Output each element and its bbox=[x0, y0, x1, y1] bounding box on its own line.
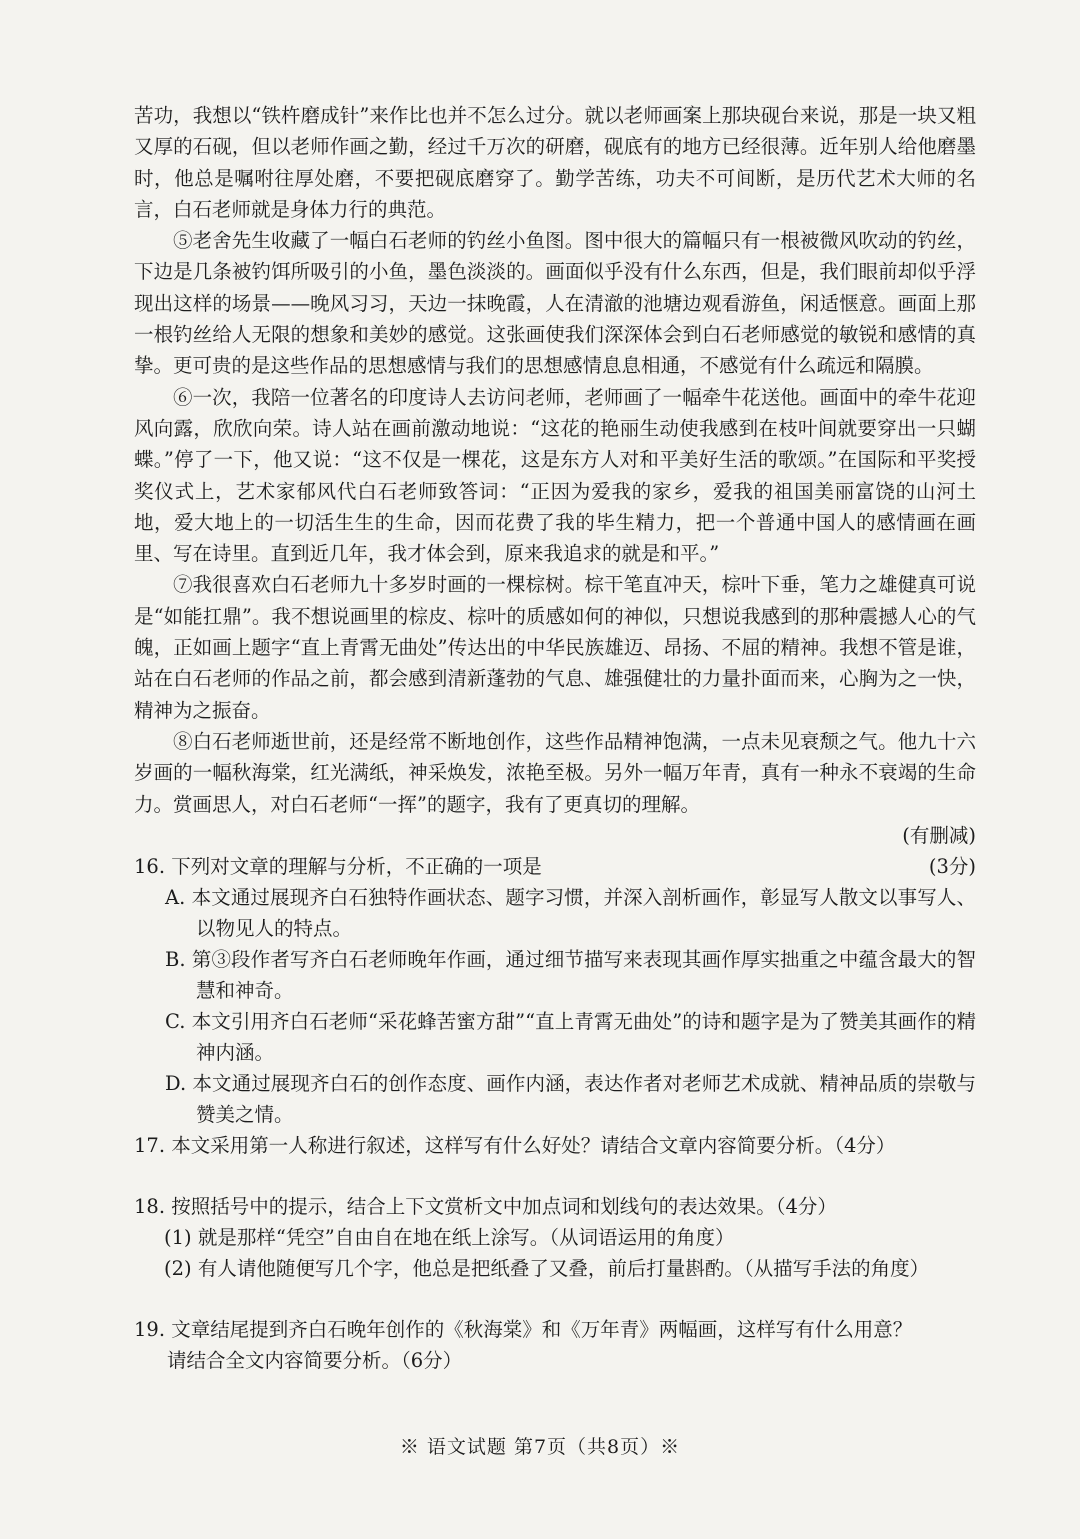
question-18-item-2: (2) 有人请他随便写几个字，他总是把纸叠了又叠，前后打量斟酌。（从描写手法的角度） bbox=[164, 1256, 930, 1280]
question-16-score: (3分) bbox=[928, 854, 976, 878]
source-note: (有删减) bbox=[902, 823, 976, 847]
question-18-stem: 18. 按照括号中的提示，结合上下文赏析文中加点词和划线句的表达效果。（4分） bbox=[134, 1194, 837, 1218]
question-16 bbox=[134, 851, 976, 882]
article-body bbox=[134, 100, 976, 1376]
paragraph-7: ⑦我很喜欢白石老师九十多岁时画的一棵棕树。棕干笔直冲天，棕叶下垂，笔力之雄健真可说是“如能扛鼎”。我不想说画里的棕皮、棕叶的质感如何的神似，只想说我感到的那种震撼人心的气魄，正如画上题字“直上青霄无曲处”传达出的中华民族雄迈、昂扬、不屈的精神。我想不管是谁，站在白石老师的作品之前，都会感到清新蓬勃的气息、雄强健壮的力量扑面而来，心胸为之一快，精神为之振奋。 bbox=[134, 573, 976, 722]
question-17: 17. 本文采用第一人称进行叙述，这样写有什么好处？请结合文章内容简要分析。（4分） bbox=[134, 1133, 896, 1157]
question-18-item-1: (1) 就是那样“凭空”自由自在地在纸上涂写。（从词语运用的角度） bbox=[164, 1225, 735, 1249]
question-19-line-1: 19. 文章结尾提到齐白石晚年创作的《秋海棠》和《万年青》两幅画，这样写有什么用意？ bbox=[134, 1317, 913, 1341]
paragraph-8: ⑧白石老师逝世前，还是经常不断地创作，这些作品精神饱满，一点未见衰颓之气。他九十六岁画的一幅秋海棠，红光满纸，神采焕发，浓艳至极。另外一幅万年青，真有一种永不衰竭的生命力。赏画思人，对白石老师“一挥”的题字，我有了更真切的理解。 bbox=[134, 729, 976, 816]
page-footer: ※ 语文试题 第7页（共8页）※ bbox=[399, 1436, 681, 1458]
question-16-option-d: D. 本文通过展现齐白石的创作态度、画作内涵，表达作者对老师艺术成就、精神品质的崇敬与赞美之情。 bbox=[165, 1071, 976, 1126]
question-19-line-2: 请结合全文内容简要分析。（6分） bbox=[167, 1348, 463, 1372]
question-16-option-b: B. 第③段作者写齐白石老师晚年作画，通过细节描写来表现其画作厚实拙重之中蕴含最大的智慧和神奇。 bbox=[165, 947, 976, 1002]
paragraph-5: ⑤老舍先生收藏了一幅白石老师的钓丝小鱼图。图中很大的篇幅只有一根被微风吹动的钓丝，下边是几条被钓饵所吸引的小鱼，墨色淡淡的。画面似乎没有什么东西，但是，我们眼前却似乎浮现出这样的场景——晚风习习，天边一抹晚霞，人在清澈的池塘边观看游鱼，闲适惬意。画面上那一根钓丝给人无限的想象和美妙的感觉。这张画使我们深深体会到白石老师感觉的敏锐和感情的真挚。更可贵的是这些作品的思想感情与我们的思想感情息息相通，不感觉有什么疏远和隔膜。 bbox=[134, 229, 976, 378]
question-16-option-c: C. 本文引用齐白石老师“采花蜂苦蜜方甜”“直上青霄无曲处”的诗和题字是为了赞美其画作的精神内涵。 bbox=[165, 1009, 976, 1064]
question-16-stem: 16. 下列对文章的理解与分析，不正确的一项是 bbox=[134, 854, 542, 878]
paragraph-6: ⑥一次，我陪一位著名的印度诗人去访问老师，老师画了一幅牵牛花送他。画面中的牵牛花迎风向露，欣欣向荣。诗人站在画前激动地说：“这花的艳丽生动使我感到在枝叶间就要穿出一只蝴蝶。”停了一下，他又说：“这不仅是一棵花，这是东方人对和平美好生活的歌颂。”在国际和平奖授奖仪式上，艺术家郁风代白石老师致答词：“正因为爱我的家乡，爱我的祖国美丽富饶的山河土地，爱大地上的一切活生生的生命，因而花费了我的毕生精力，把一个普通中国人的感情画在画里、写在诗里。直到近几年，我才体会到，原来我追求的就是和平。” bbox=[134, 385, 976, 566]
paragraph-continued: 苦功，我想以“铁杵磨成针”来作比也并不怎么过分。就以老师画案上那块砚台来说，那是一块又粗又厚的石砚，但以老师作画之勤，经过千万次的研磨，砚底有的地方已经很薄。近年别人给他磨墨时，他总是嘱咐往厚处磨，不要把砚底磨穿了。勤学苦练，功夫不可间断，是历代艺术大师的名言，白石老师就是身体力行的典范。 bbox=[134, 104, 976, 221]
question-16-option-a: A. 本文通过展现齐白石独特作画状态、题字习惯，并深入剖析画作，彰显写人散文以事写人、以物见人的特点。 bbox=[165, 885, 976, 940]
